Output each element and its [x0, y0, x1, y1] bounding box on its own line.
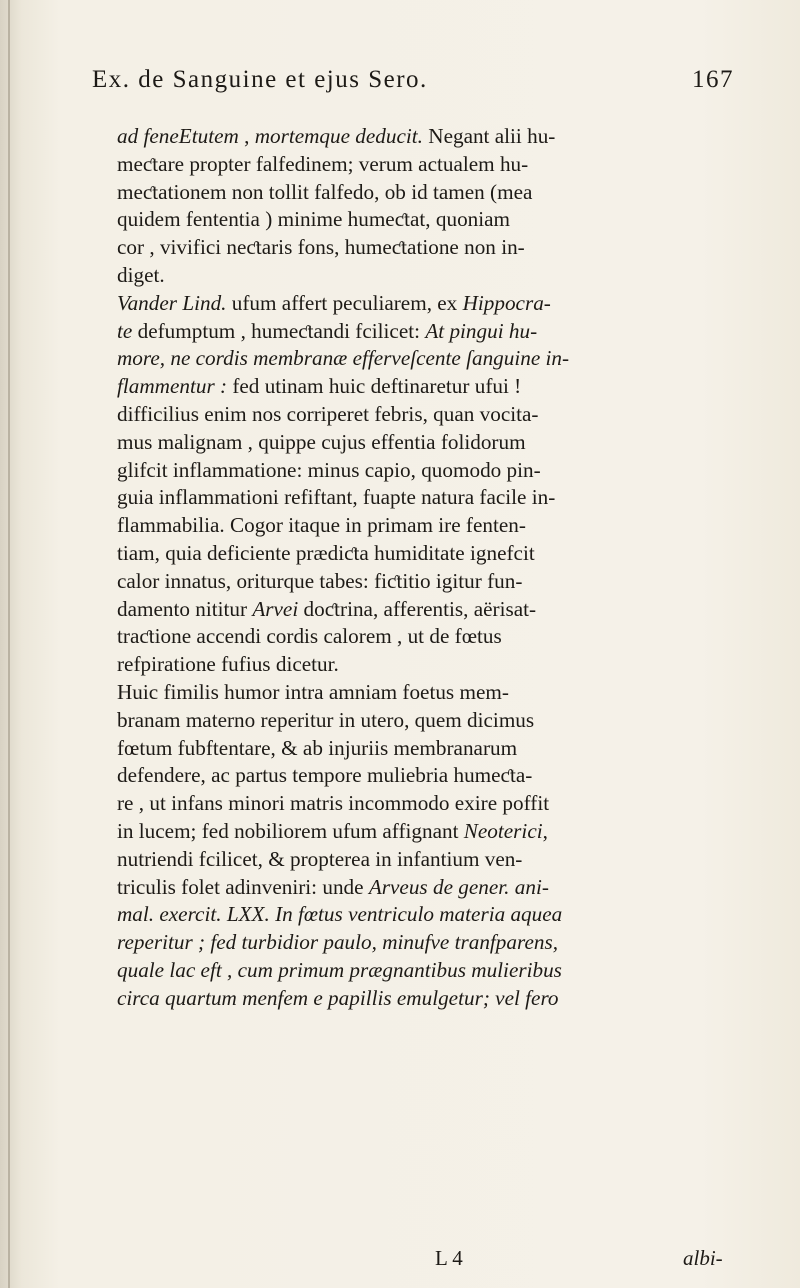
text-span: fed utinam huic deftinaretur ufui ! — [227, 374, 522, 399]
running-head — [92, 66, 752, 102]
text-line — [117, 957, 757, 985]
italic-text: quale lac eft , cum primum prægnantibus mulieribus — [117, 957, 562, 982]
text-line — [117, 401, 757, 429]
text-line — [117, 929, 757, 957]
page-number: 167 — [692, 66, 734, 93]
page-footer — [117, 1246, 757, 1274]
text-span: difficilius enim nos corriperet febris, quan vocita- — [117, 401, 539, 426]
italic-text: At pingui hu- — [425, 318, 538, 343]
text-span: glifcit inflammatione: minus capio, quomodo pin- — [117, 457, 541, 482]
italic-text: mal. exercit. LXX. In fœtus ventriculo materia aquea — [117, 902, 563, 927]
text-span: meƈtare propter falfedinem; verum actualem hu- — [117, 151, 529, 176]
text-line — [117, 874, 757, 902]
text-span: Negant alii hu- — [422, 124, 556, 148]
text-line — [117, 568, 757, 596]
text-line — [117, 123, 757, 151]
text-line — [117, 262, 757, 290]
text-line — [117, 345, 757, 373]
text-span: quidem fententia ) minime humeƈtat, quoniam — [117, 207, 511, 232]
text-span: flammabilia. Cogor itaque in primam ire fenten- — [117, 513, 526, 538]
text-span: mus malignam , quippe cujus effentia folidorum — [117, 429, 526, 454]
text-line — [117, 151, 757, 179]
italic-text: more, ne cordis membranæ efferveſcente ſanguine in- — [117, 346, 570, 371]
italic-text: mortemque deducit. — [254, 124, 423, 148]
text-line — [117, 457, 757, 485]
text-span: ufum affert peculiarem, ex — [226, 290, 463, 315]
text-line — [117, 596, 757, 624]
text-line — [117, 735, 757, 763]
italic-text: Arvei — [252, 596, 299, 621]
text-line — [117, 762, 757, 790]
text-line — [117, 623, 757, 651]
italic-text: reperitur ; fed turbidior paulo, minufve tranfparens, — [117, 930, 558, 955]
text-line — [117, 818, 757, 846]
italic-text: Arveus de gener. ani- — [368, 874, 549, 899]
text-span: tiam, quia deficiente prædiƈta humiditate ignefcit — [117, 540, 535, 565]
text-span: Huic fimilis humor intra amniam foetus mem- — [117, 679, 509, 704]
text-span: triculis folet adinveniri: unde — [117, 874, 369, 899]
text-span: , — [542, 818, 548, 843]
text-span: defendere, ac partus tempore muliebria humeƈta- — [117, 763, 533, 788]
text-line — [117, 707, 757, 735]
text-span: doƈtrina, afferentis, aërisat- — [298, 596, 537, 621]
text-line — [117, 234, 757, 262]
italic-text: Vander Lind. — [117, 290, 227, 315]
text-span: branam materno reperitur in utero, quem dicimus — [117, 707, 535, 732]
text-line — [117, 540, 757, 568]
text-line — [117, 429, 757, 457]
text-span: damento nititur — [117, 596, 253, 621]
text-line — [117, 651, 757, 679]
text-line — [117, 512, 757, 540]
text-span: fœtum fubftentare, & ab injuriis membranarum — [117, 735, 518, 760]
text-span: refpiratione fufius dicetur. — [117, 652, 339, 677]
text-line — [117, 790, 757, 818]
text-line — [117, 318, 757, 346]
text-line — [117, 373, 757, 401]
text-span: meƈtationem non tollit falfedo, ob id tamen (mea — [117, 179, 533, 204]
text-line — [117, 901, 757, 929]
body-text — [117, 123, 757, 1013]
italic-text: te — [117, 318, 133, 343]
text-line — [117, 290, 757, 318]
text-span: diget. — [117, 262, 165, 287]
text-line — [117, 846, 757, 874]
text-span: , — [238, 124, 255, 148]
text-line — [117, 484, 757, 512]
catchword: albi- — [683, 1246, 723, 1270]
italic-text: flammentur : — [117, 374, 228, 399]
text-line — [117, 206, 757, 234]
running-title: Ex. de Sanguine et ejus Sero. — [92, 66, 428, 93]
text-span: re , ut infans minori matris incommodo exire poffit — [117, 791, 550, 816]
text-span: guia inflammationi refiftant, fuapte natura facile in- — [117, 485, 556, 510]
italic-text: Hippocra- — [462, 290, 551, 315]
italic-text: circa quartum menfem e papillis emulgetur; vel fero — [117, 985, 559, 1010]
text-span: nutriendi fcilicet, & propterea in infantium ven- — [117, 846, 523, 871]
signature-mark: L 4 — [435, 1246, 463, 1270]
text-line — [117, 985, 757, 1013]
binding-edge — [8, 0, 10, 1288]
text-span: in lucem; fed nobiliorem ufum affignant — [117, 818, 464, 843]
text-line — [117, 179, 757, 207]
text-line — [117, 679, 757, 707]
italic-text: Neoterici — [463, 818, 543, 843]
text-span: cor , vivifici neƈtaris fons, humeƈtatione non in- — [117, 235, 525, 260]
text-span: calor innatus, oriturque tabes: fiƈtitio igitur fun- — [117, 568, 523, 593]
text-span: traƈtione accendi cordis calorem , ut de fœtus — [117, 624, 502, 649]
italic-text: ad feneEtutem — [117, 124, 239, 148]
text-span: defumptum , humeƈtandi fcilicet: — [132, 318, 426, 343]
